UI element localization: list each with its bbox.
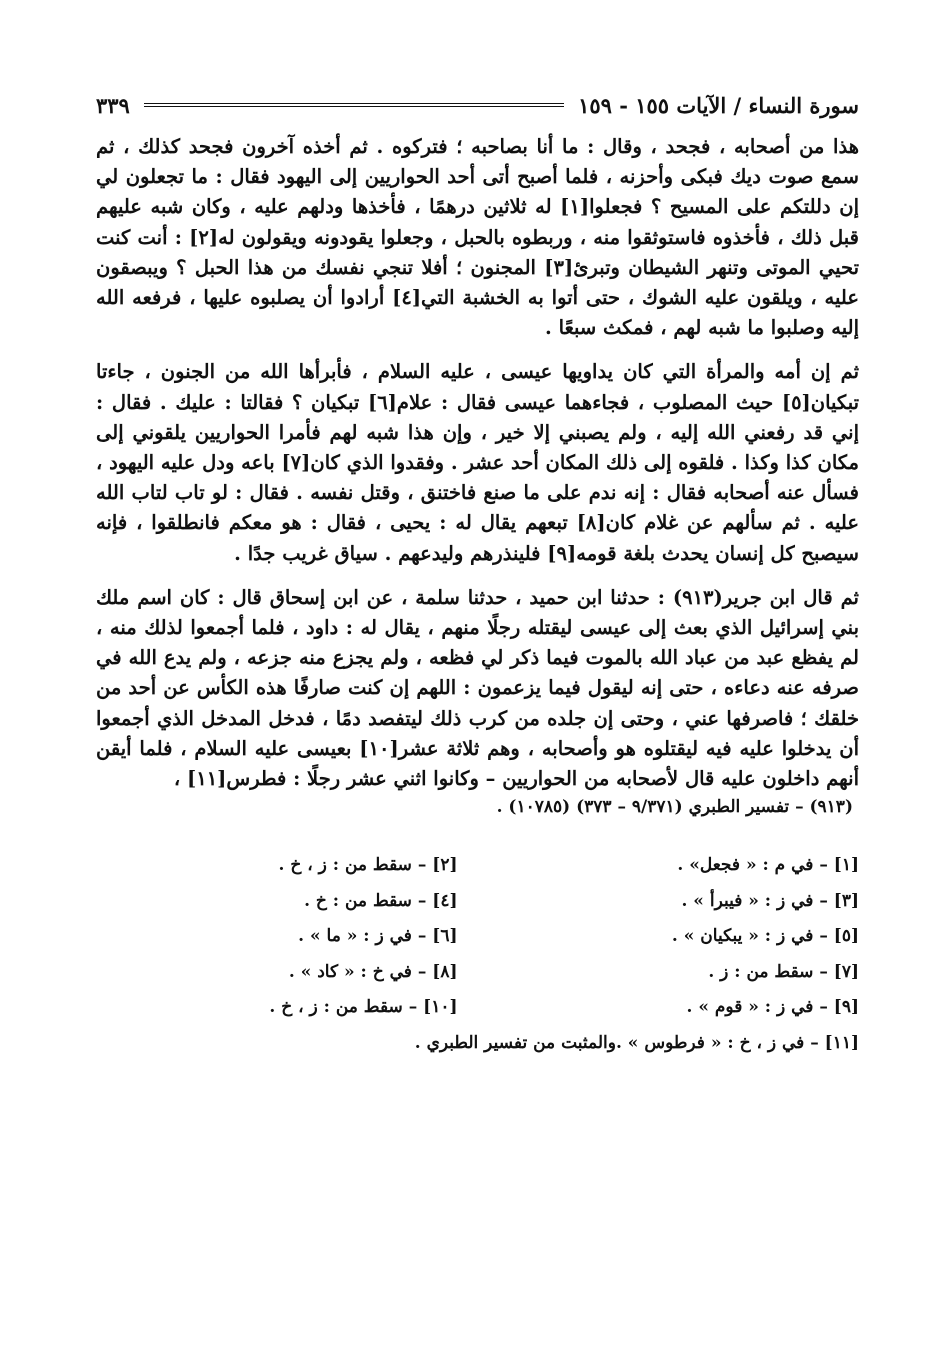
source-reference: (٩١٣) – تفسير الطبري (٩/٣٧١ – ٣٧٣) (١٠٧٨٥) .: [496, 797, 853, 818]
page-header: [96, 88, 859, 122]
paragraph-2: ثم إن أمه والمرأة التي كان يداويها عيسى ، عليه السلام ، فأبرأها الله من الجنون ، جاءتا تبكيان[٥] حيث المصلوب ، فجاءهما عيسى فقال : علام[٦] تبكيان ؟ فقالتا : عليك . فقال : إني قد رفعني الله إليه ، ولم يصبني إلا خير ، وإن هذا شبه لهم فأمرا الحواريين يلقوني إلى مكان كذا وكذا . فلقوه إلى ذلك المكان أحد عشر . وفقدوا الذي كان[٧] باعه ودل عليه اليهود ، فسأل عنه أصحابه فقال : إنه ندم على ما صنع فاختنق ، وقتل نفسه . فقال : لو تاب لتاب الله عليه . ثم سألهم عن غلام كان[٨] تبعهم يقال له : يحيى ، فقال : هو معكم فانطلقوا ، فإنه سيصبح كل إنسان يحدث بلغة قومه[٩] فلينذرهم وليدعهم . سياق غريب جدًا .: [96, 360, 859, 565]
footnote-4: [٤] – سقط من : خ .: [304, 890, 458, 911]
page-number: ٣٣٩: [96, 92, 130, 118]
footnote-6: [٦] – في ز : « ما » .: [298, 926, 458, 947]
footnote-2: [٢] – سقط من : ز ، خ .: [278, 855, 458, 876]
footnote-7: [٧] – سقط من : ز .: [708, 961, 859, 982]
paragraph-1: هذا من أصحابه ، فجحد ، وقال : ما أنا بصاحبه ؛ فتركوه . ثم أخذه آخرون فجحد كذلك ، ثم سمع صوت ديك فبكى وأحزنه ، فلما أصبح أتى أحد الحواريين إلى اليهود فقال : ما تجعلون لي إن دللتكم على المسيح ؟ فجعلوا[١] له ثلاثين درهمًا ، فأخذها ودلهم عليه ، وكان شبه عليهم قبل ذلك ، فأخذوه فاستوثقوا منه ، وربطوه بالحبل ، وجعلوا يقودونه ويقولون له[٢] : أنت كنت تحيي الموتى وتنهر الشيطان وتبرئ[٣] المجنون ؛ أفلا تنجي نفسك من هذا الحبل ؟ ويبصقون عليه ، ويلقون عليه الشوك ، حتى أتوا به الخشبة التي[٤] أرادوا أن يصلبوه عليها ، فرفعه الله إليه وصلبوا ما شبه لهم ، فمكث سبعًا .: [96, 135, 860, 340]
footnote-3: [٣] – في ز : « فيبرأ » .: [681, 890, 859, 911]
main-text: [96, 132, 859, 794]
footnote-9: [٩] – في ز : « قوم » .: [686, 997, 859, 1018]
paragraph-3: ثم قال ابن جرير(٩١٣) : حدثنا ابن حميد ، حدثنا سلمة ، عن ابن إسحاق قال : كان اسم ملك بني إسرائيل الذي بعث إلى عيسى ليقتله رجلًا منهم ، يقال له : داود ، فلما أجمعوا لذلك منه ، لم يفظع عبد من عباد الله بالموت فيما ذكر لي فظعه ، ولم يجزع منه جزعه ، ولم يدع الله في صرفه عنه دعاءه ، حتى إنه ليقول فيما يزعمون : اللهم إن كنت صارفًا هذه الكأس عن أحد من خلقك ؛ فاصرفها عني ، وحتى إن جلده من كرب ذلك ليتفصد دمًا ، فدخل المدخل الذي أجمعوا أن يدخلوا عليه فيه ليقتلوه هو وأصحابه ، وهم ثلاثة عشر[١٠] بعيسى عليه السلام ، فلما أيقن أنهم داخلون عليه قال لأصحابه من الحواريين – وكانوا اثني عشر رجلًا : فطرس[١١] ،: [96, 585, 860, 791]
header-rule: [144, 103, 564, 107]
footnote-10: [١٠] – سقط من : ز ، خ .: [269, 997, 458, 1018]
footnote-8: [٨] – في خ : « كاد » .: [288, 961, 458, 982]
surah-title: سورة النساء / الآيات ١٥٥ - ١٥٩: [578, 92, 859, 118]
footnote-11: [١١] – في ز ، خ : « فرطوس » .والمثبت من تفسير الطبري .: [414, 1032, 859, 1053]
footnote-5: [٥] – في ز : « يبكيان » .: [671, 926, 859, 947]
footnote-1: [١] – في م : « فجعل» .: [677, 855, 859, 876]
footnotes: [96, 848, 859, 1061]
